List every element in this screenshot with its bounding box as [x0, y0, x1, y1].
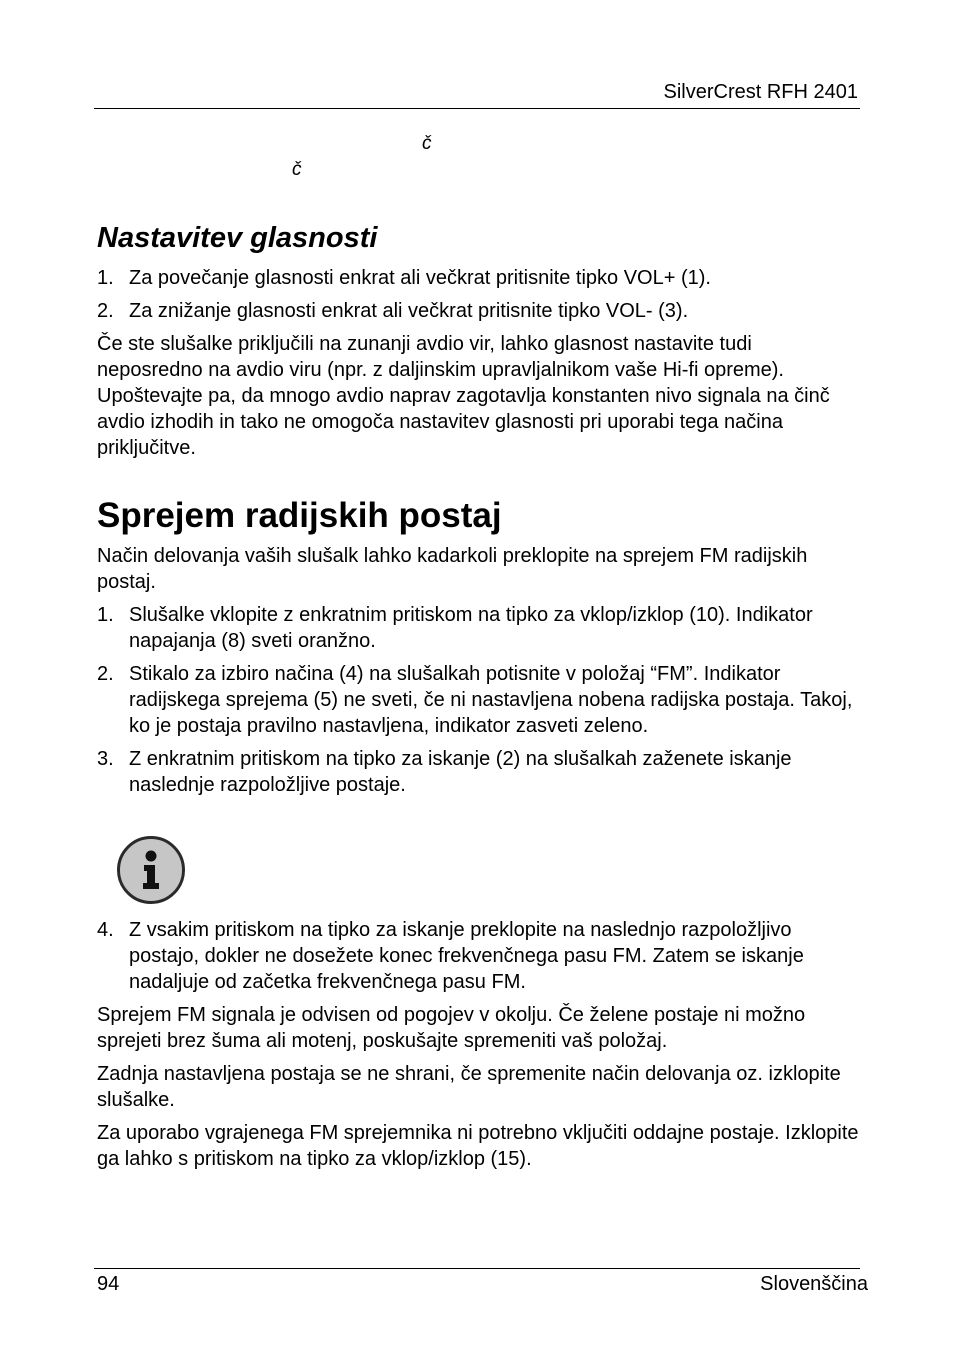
list-text: Z enkratnim pritiskom na tipko za iskanje (2) na slušalkah zaženete iskanje naslednje razpoložljive postaje. [129, 748, 792, 796]
list-number: 3. [97, 748, 114, 770]
paragraph: Za uporabo vgrajenega FM sprejemnika ni potrebno vključiti oddajne postaje. Izklopite ga lahko s pritiskom na tipko za vklop/izklop (15). [97, 1122, 859, 1170]
list-number: 2. [97, 663, 114, 685]
list-item [97, 917, 861, 995]
stray-mark: č [292, 159, 302, 180]
radio-steps-continued [97, 917, 861, 995]
list-number: 2. [97, 300, 114, 322]
header-title: SilverCrest RFH 2401 [663, 81, 858, 103]
paragraph: Način delovanja vaših slušalk lahko kadarkoli preklopite na sprejem FM radijskih postaj. [97, 545, 808, 593]
radio-section-body [97, 543, 861, 798]
footer-language: Slovenščina [760, 1273, 868, 1295]
list-item [97, 265, 861, 291]
volume-section-body [97, 265, 861, 461]
radio-section-continued [97, 917, 861, 1172]
list-number: 4. [97, 919, 114, 941]
list-item [97, 746, 861, 798]
list-item [97, 298, 861, 324]
paragraph: Če ste slušalke priključili na zunanji avdio vir, lahko glasnost nastavite tudi neposredno na avdio viru (npr. z daljinskim upravljalnikom vaše Hi-fi opreme). Upoštevajte pa, da mnogo avdio naprav zagotavlja konstanten nivo signala na činč avdio izhodih in tako ne omogoča nastavitev glasnosti pri uporabi tega načina priključitve. [97, 333, 830, 459]
section-heading-volume: Nastavitev glasnosti [97, 222, 378, 254]
list-number: 1. [97, 267, 114, 289]
info-icon [117, 836, 185, 904]
list-item [97, 602, 861, 654]
stray-mark: č [422, 133, 432, 154]
list-text: Za povečanje glasnosti enkrat ali večkrat pritisnite tipko VOL+ (1). [129, 267, 711, 289]
radio-steps [97, 602, 861, 798]
list-number: 1. [97, 604, 114, 626]
list-text: Z vsakim pritiskom na tipko za iskanje preklopite na naslednjo razpoložljivo postajo, dokler ne dosežete konec frekvenčnega pasu FM. Zatem se iskanje nadaljuje od začetka frekvenčnega pasu FM. [129, 919, 804, 993]
footer-rule [94, 1268, 860, 1269]
list-text: Za znižanje glasnosti enkrat ali večkrat pritisnite tipko VOL- (3). [129, 300, 689, 322]
header-rule [94, 108, 860, 109]
list-text: Slušalke vklopite z enkratnim pritiskom na tipko za vklop/izklop (10). Indikator napajanja (8) sveti oranžno. [129, 604, 813, 652]
paragraph: Sprejem FM signala je odvisen od pogojev v okolju. Če želene postaje ni možno sprejeti brez šuma ali motenj, poskušajte spremeniti vaš položaj. [97, 1004, 806, 1052]
page-number: 94 [97, 1273, 120, 1295]
list-item [97, 661, 861, 739]
section-heading-radio: Sprejem radijskih postaj [97, 496, 502, 535]
list-text: Stikalo za izbiro načina (4) na slušalkah potisnite v položaj “FM”. Indikator radijskega sprejema (5) ne sveti, če ni nastavljena nobena radijska postaja. Takoj, ko je postaja pravilno nastavljena, indikator zasveti zeleno. [129, 663, 853, 737]
volume-steps [97, 265, 861, 324]
paragraph: Zadnja nastavljena postaja se ne shrani, če spremenite način delovanja oz. izklopite slušalke. [97, 1063, 841, 1111]
